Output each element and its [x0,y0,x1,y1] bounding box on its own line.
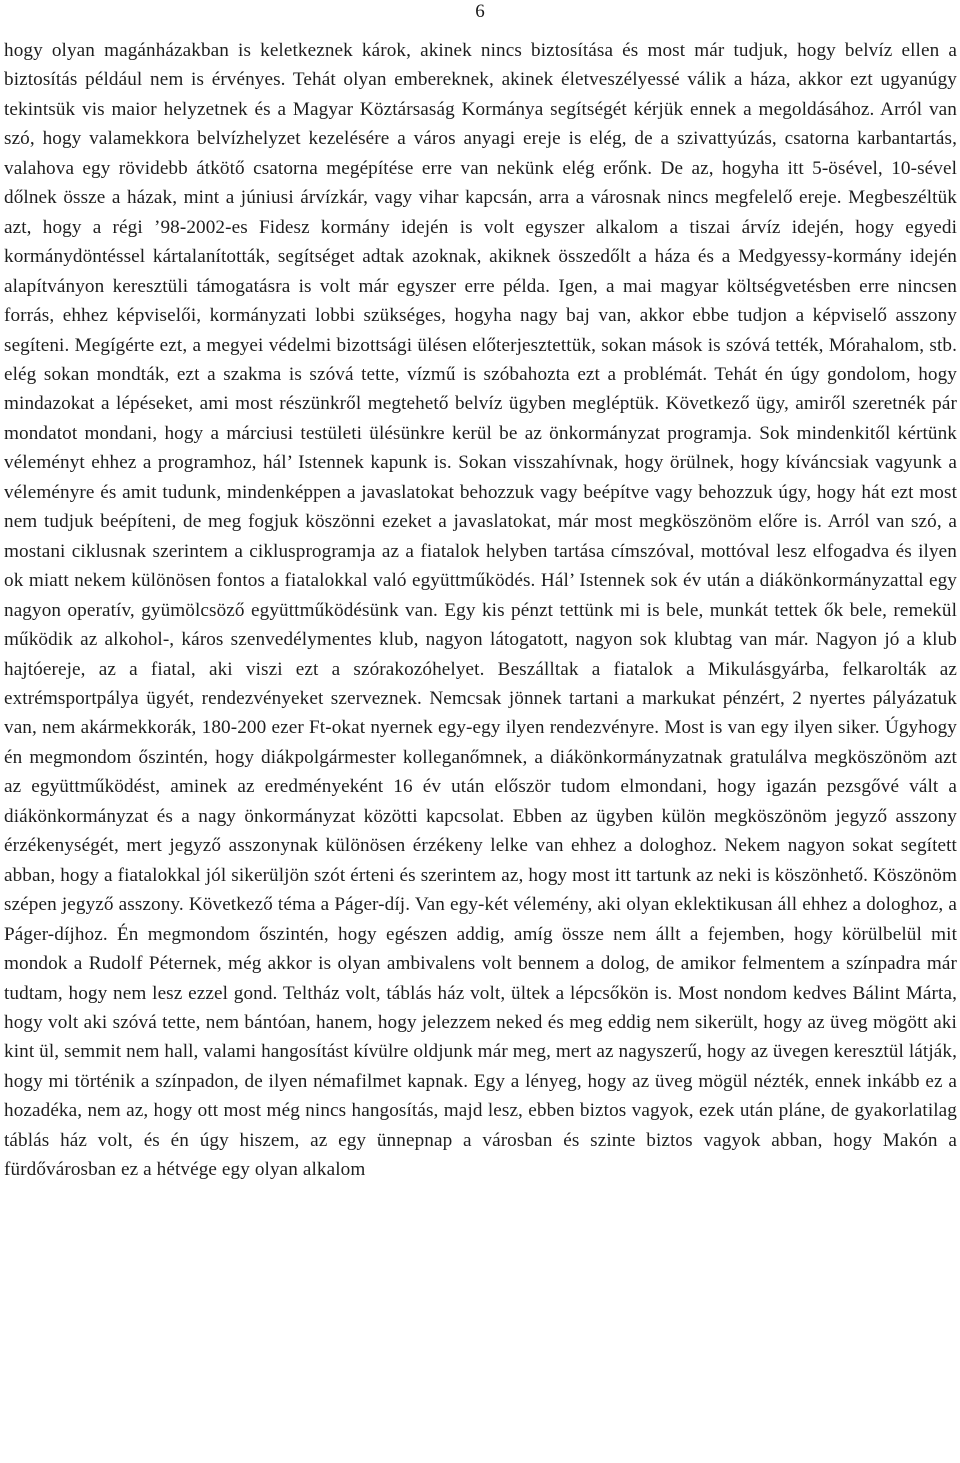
page-number: 6 [475,1,485,22]
body-paragraph: hogy olyan magánházakban is keletkeznek károk, akinek nincs biztosítása és most már tudjuk, hogy belvíz ellen a biztosítás például nem is érvényes. Tehát olyan embereknek, akinek életveszélyessé válik a háza, akkor ezt ugyanúgy tekintsük vis maior helyzetnek és a Magyar Köztársaság Kormánya segítségét kérjük ennek a megoldásához. Arról van szó, hogy valamekkora belvízhelyzet kezelésére a város anyagi ereje is elég, de a szivattyúzás, csatorna karbantartás, valahova egy rövidebb átkötő csatorna megépítése erre van nekünk elég erőnk. De az, hogyha itt 5-ösével, 10-sével dőlnek össze a házak, mint a júniusi árvízkár, vagy vihar kapcsán, arra a városnak nincs megfelelő ereje. Megbeszéltük azt, hogy a régi ’98-2002-es Fidesz kormány idején is volt egyszer alkalom a tiszai árvíz idején, hogy egyedi kormánydöntéssel kártalanították, segítséget adtak azoknak, akiknek összedőlt a háza és a Medgyessy-kormány idején alapítványon keresztüli támogatásra is volt már egyszer erre példa. Igen, a mai magyar költségvetésben erre nincsen forrás, ehhez képviselői, kormányzati lobbi szükséges, hogyha nagy baj van, akkor ebbe tudjon a képviselő asszony segíteni. Megígérte ezt, a megyei védelmi bizottsági ülésen előterjesztettük, sokan mások is szóvá tették, Mórahalom, stb. elég sokan mondták, ezt a szakma is szóvá tette, vízmű is szóbahozta ezt a problémát. Tehát én úgy gondolom, hogy mindazokat a lépéseket, ami most részünkről megtehető belvíz ügyben megléptük. Következő ügy, amiről szeretnék pár mondatot mondani, hogy a márciusi testületi ülésünkre kerül be az önkormányzat programja. Sok mindenkitől kértünk véleményt ehhez a programhoz, hál’ Istennek kapunk is. Sokan visszahívnak, hogy örülnek, hogy kíváncsiak vagyunk a véleményre és amit tudunk, mindenképpen a javaslatokat behozzuk vagy beépítve vagy behozzuk úgy, hogy hát ezt most nem tudjuk beépíteni, de meg fogjuk köszönni ezeket a javaslatokat, már most megköszönöm előre is. Arról van szó, a mostani ciklusnak szerintem a ciklusprogramja az a fiatalok helyben tartása címszóval, mottóval lesz elfogadva és ilyen ok miatt nekem különösen fontos a fiatalokkal való együttműködés. Hál’ Istennek sok év után a diákönkormányzattal egy nagyon operatív, gyümölcsöző együttműködésünk van. Egy kis pénzt tettünk mi is bele, munkát tettek ők bele, remekül működik az alkohol-, káros szenvedélymentes klub, nagyon látogatott, nagyon sok klubtag van már. Nagyon jó a klub hajtóereje, az a fiatal, aki viszi ezt a szórakozóhelyet. Beszálltak a fiatalok a Mikulásgyárba, felkarolták az extrémsportpálya ügyét, rendezvényeket szerveznek. Nemcsak jönnek tartani a markukat pénzért, 2 nyertes pályázatuk van, nem akármekkorák, 180-200 ezer Ft-okat nyernek egy-egy ilyen rendezvényre. Most is van egy ilyen siker. Úgyhogy én megmondom őszintén, hogy diákpolgármester kolleganőmnek, a diákönkormányzatnak gratulálva megköszönöm azt az együttműködést, aminek az eredményeként 16 év után először tudom elmondani, hogy igazán pezsgővé vált a diákönkormányzat és a nagy önkormányzat közötti kapcsolat. Ebben az ügyben külön megköszönöm jegyző asszony érzékenységét, mert jegyző asszonynak különösen érzékeny lelke van ehhez a dologhoz. Nekem nagyon sokat segített abban, hogy a fiatalokkal jól sikerüljön szót érteni és szerintem az, hogy most itt tartunk az neki is köszönhető. Köszönöm szépen jegyző asszony. Következő téma a Páger-díj. Van egy-két vélemény, aki olyan eklektikusan áll ehhez a dologhoz, a Páger-díjhoz. Én megmondom őszintén, hogy egészen addig, amíg össze nem állt a fejemben, hogy körülbelül mit mondok a Rudolf Péternek, még akkor is olyan ambivalens volt bennem a dolog, de amikor felmentem a színpadra már tudtam, hogy nem lesz ezzel gond. Teltház volt, táblás ház volt, ültek a lépcsőkön is. Most nondom kedves Bálint Márta, hogy volt aki szóvá tette, nem bántóan, hanem, hogy jelezzem neked és meg eddig nem sikerült, hogy az üveg mögött aki kint ül, semmit nem hall, valami hangosítást kívülre oldjunk már meg, mert az nagyszerű, hogy az üvegen keresztül látják, hogy mi történik a színpadon, de ilyen némafilmet kapnak. Egy a lényeg, hogy az üveg mögül nézték, ennek inkább ez a hozadéka, nem az, hogy ott most még nincs hangosítás, majd lesz, ebben biztos vagyok, ezek után pláne, de gyakorlatilag táblás ház volt, és én úgy hiszem, az egy ünnepnap a városban és szinte biztos vagyok abban, hogy Makón a fürdővárosban ez a hétvége egy olyan alkalom [4,40,957,1181]
